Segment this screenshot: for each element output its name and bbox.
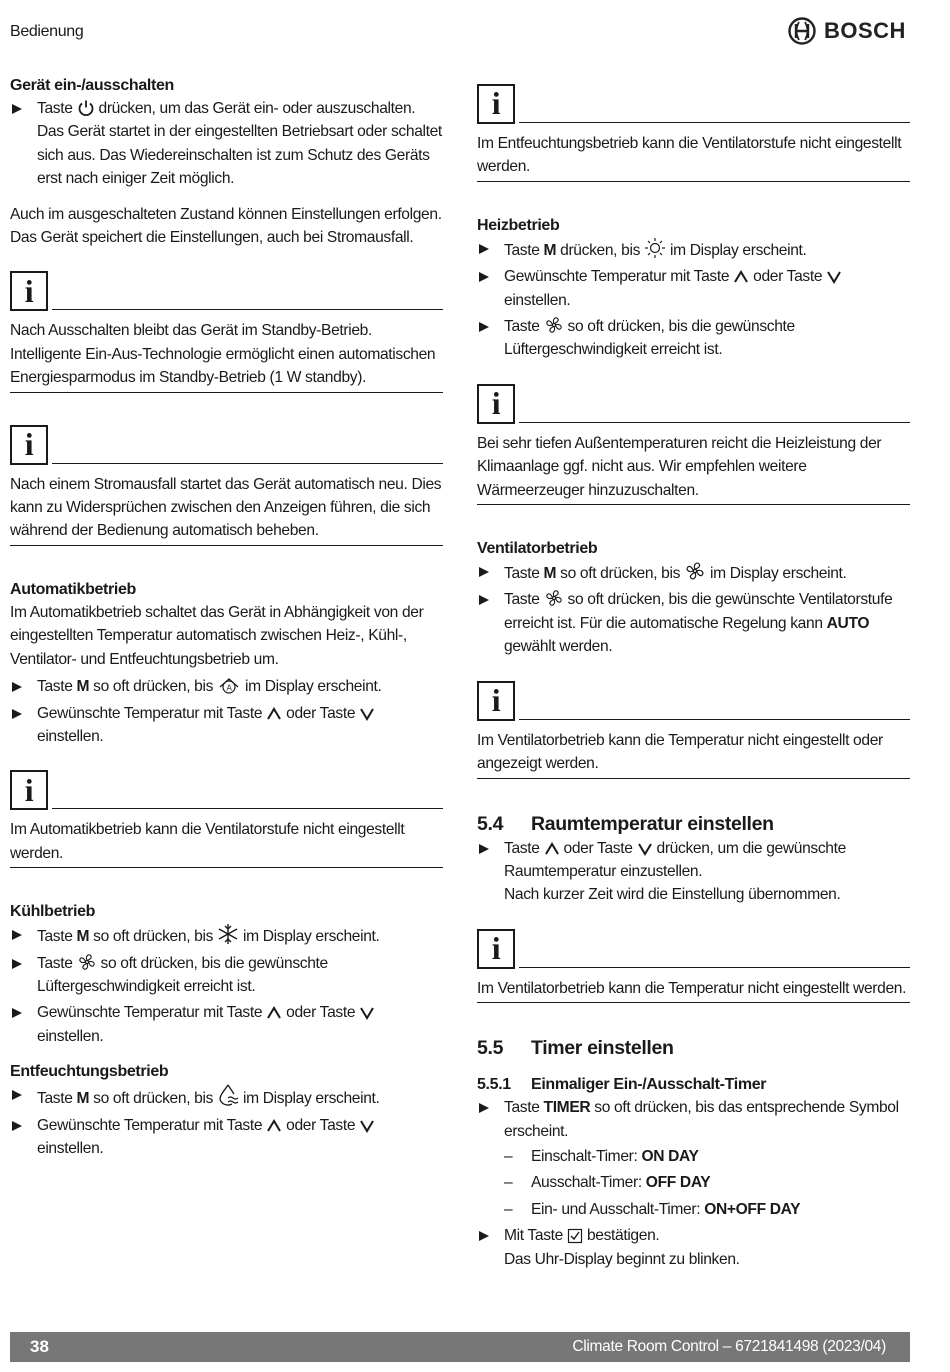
fan-heading: Ventilatorbetrieb xyxy=(477,540,598,558)
onoff-list xyxy=(10,97,443,191)
list-item: Taste M so oft drücken, bis im Display erscheint. xyxy=(477,560,910,585)
list-item: Gewünschte Temperatur mit Taste oder Taste einstellen. xyxy=(10,1001,443,1048)
info-note xyxy=(477,929,910,1003)
section-heading: 5.5 Timer einstellen xyxy=(477,1037,674,1060)
note-text: Im Ventilatorbetrieb kann die Temperatur nicht eingestellt werden. xyxy=(477,979,907,997)
fan-icon xyxy=(544,588,564,608)
auto-mode-icon xyxy=(217,675,241,695)
arrow-down-icon xyxy=(826,269,842,285)
list-item: – Ausschalt-Timer: OFF DAY xyxy=(531,1171,910,1194)
arrow-up-icon xyxy=(266,706,282,722)
list-item: Gewünschte Temperatur mit Taste oder Taste einstellen. xyxy=(477,265,910,312)
arrow-down-icon xyxy=(637,841,653,857)
droplet-icon xyxy=(217,1083,239,1107)
arrow-up-icon xyxy=(266,1005,282,1021)
info-icon: i xyxy=(477,84,515,124)
list-item: – Ein- und Ausschalt-Timer: ON+OFF DAY xyxy=(531,1198,910,1221)
arrow-up-icon xyxy=(733,269,749,285)
fan-list xyxy=(477,560,910,659)
list-item: Gewünschte Temperatur mit Taste oder Taste einstellen. xyxy=(10,1114,443,1161)
info-note xyxy=(477,681,910,779)
note-text: Nach einem Stromausfall startet das Gerät automatisch neu. Dies kann zu Widersprüchen zwischen den Anzeigen führen, die sich während der Bedienung automatisch beheben. xyxy=(10,475,442,540)
list-item: Taste so oft drücken, bis die gewünschte Ventilatorstufe erreicht ist. Für die automatische Regelung kann AUTO gewählt werden. xyxy=(477,588,910,658)
heat-list xyxy=(477,237,910,362)
info-note xyxy=(477,84,910,182)
list-item: Taste oder Taste drücken, um die gewünschte Raumtemperatur einzustellen. Nach kurzer Zeit wird die Einstellung übernommen. xyxy=(477,837,910,907)
bosch-logo xyxy=(788,17,906,45)
note-text: Im Entfeuchtungsbetrieb kann die Ventilatorstufe nicht eingestellt werden. xyxy=(477,135,902,176)
power-icon xyxy=(77,99,95,117)
list-item: Taste so oft drücken, bis die gewünschte Lüftergeschwindigkeit erreicht ist. xyxy=(477,315,910,362)
list-item: Taste M so oft drücken, bis im Display erscheint. xyxy=(10,1083,443,1110)
list-item: Taste drücken, um das Gerät ein- oder auszuschalten. Das Gerät startet in der eingestellten Betriebsart oder schaltet sich aus. Das Wiedereinschalten ist zum Schutz des Geräts erst nach einiger Zeit möglich. xyxy=(10,97,443,191)
info-note xyxy=(10,425,443,546)
header-section-title: Bedienung xyxy=(10,23,84,40)
right-column xyxy=(477,84,910,1271)
auto-list xyxy=(10,675,443,748)
dry-heading: Entfeuchtungsbetrieb xyxy=(10,1063,169,1081)
svg-text:A: A xyxy=(226,683,232,693)
arrow-down-icon xyxy=(359,1118,375,1134)
auto-heading: Automatikbetrieb xyxy=(10,580,136,598)
list-item: Taste M so oft drücken, bis A im Display erscheint. xyxy=(10,675,443,698)
info-note xyxy=(477,384,910,505)
brand-name: BOSCH xyxy=(824,18,906,43)
cool-list xyxy=(10,923,443,1048)
list-item: Mit Taste bestätigen. Das Uhr-Display beginnt zu blinken. xyxy=(477,1224,910,1271)
fan-icon xyxy=(77,952,97,972)
note-text: Bei sehr tiefen Außentemperaturen reicht die Heizleistung der Klimaanlage ggf. nicht aus. Wir empfehlen weitere Wärmeerzeuger hinzuzuschalten. xyxy=(477,434,882,499)
document-title: Climate Room Control – 6721841498 (2023/04) xyxy=(572,1338,886,1355)
subsection-heading: 5.5.1 Einmaliger Ein-/Ausschalt-Timer xyxy=(477,1076,767,1094)
dry-list xyxy=(10,1083,443,1160)
info-icon: i xyxy=(10,271,48,311)
cool-heading: Kühlbetrieb xyxy=(10,903,96,921)
s54-list xyxy=(477,837,910,907)
heat-heading: Heizbetrieb xyxy=(477,216,560,234)
list-item: Taste M so oft drücken, bis im Display erscheint. xyxy=(10,923,443,948)
s551-list-2 xyxy=(477,1224,910,1271)
timer-options xyxy=(477,1145,910,1221)
bosch-emblem-icon xyxy=(788,17,816,45)
arrow-down-icon xyxy=(359,1005,375,1021)
list-item: Gewünschte Temperatur mit Taste oder Taste einstellen. xyxy=(10,702,443,749)
info-icon: i xyxy=(10,770,48,810)
onoff-paragraph: Auch im ausgeschalteten Zustand können Einstellungen erfolgen. Das Gerät speichert die Einstellungen, auch bei Stromausfall. xyxy=(10,205,442,247)
s551-list xyxy=(477,1096,910,1143)
auto-paragraph: Im Automatikbetrieb schaltet das Gerät in Abhängigkeit von der eingestellten Temperatur automatisch zwischen Heiz-, Kühl-, Ventilator- und Entfeuchtungsbetrieb um. xyxy=(10,603,424,668)
snowflake-icon xyxy=(217,923,239,945)
left-column xyxy=(10,74,443,1160)
info-icon: i xyxy=(477,681,515,721)
list-item: Taste M drücken, bis im Display erscheint. xyxy=(477,237,910,262)
info-icon: i xyxy=(477,384,515,424)
info-note xyxy=(10,271,443,392)
onoff-heading: Gerät ein-/ausschalten xyxy=(10,77,174,94)
section-heading: 5.4 Raumtemperatur einstellen xyxy=(477,812,774,835)
note-text: Im Automatikbetrieb kann die Ventilatorstufe nicht eingestellt werden. xyxy=(10,821,405,862)
info-icon: i xyxy=(477,929,515,969)
info-note xyxy=(10,770,443,868)
note-text: Im Ventilatorbetrieb kann die Temperatur nicht eingestellt oder angezeigt werden. xyxy=(477,731,883,773)
arrow-up-icon xyxy=(544,841,560,857)
info-icon: i xyxy=(10,425,48,465)
page-number: 38 xyxy=(30,1337,49,1356)
arrow-up-icon xyxy=(266,1118,282,1134)
fan-icon xyxy=(684,560,706,582)
sun-icon xyxy=(644,237,666,259)
page-footer xyxy=(10,1332,910,1362)
list-item: Taste so oft drücken, bis die gewünschte Lüftergeschwindigkeit erreicht ist. xyxy=(10,952,443,999)
list-item: – Einschalt-Timer: ON DAY xyxy=(531,1145,910,1168)
note-text: Nach Ausschalten bleibt das Gerät im Standby-Betrieb. Intelligente Ein-Aus-Technologie ermöglicht einen automatischen Energiesparmodus im Standby-Betrieb (1 W standby). xyxy=(10,322,436,387)
arrow-down-icon xyxy=(359,706,375,722)
fan-icon xyxy=(544,315,564,335)
checkbox-icon xyxy=(567,1228,583,1244)
list-item: Taste TIMER so oft drücken, bis das entsprechende Symbol erscheint. xyxy=(477,1096,910,1143)
